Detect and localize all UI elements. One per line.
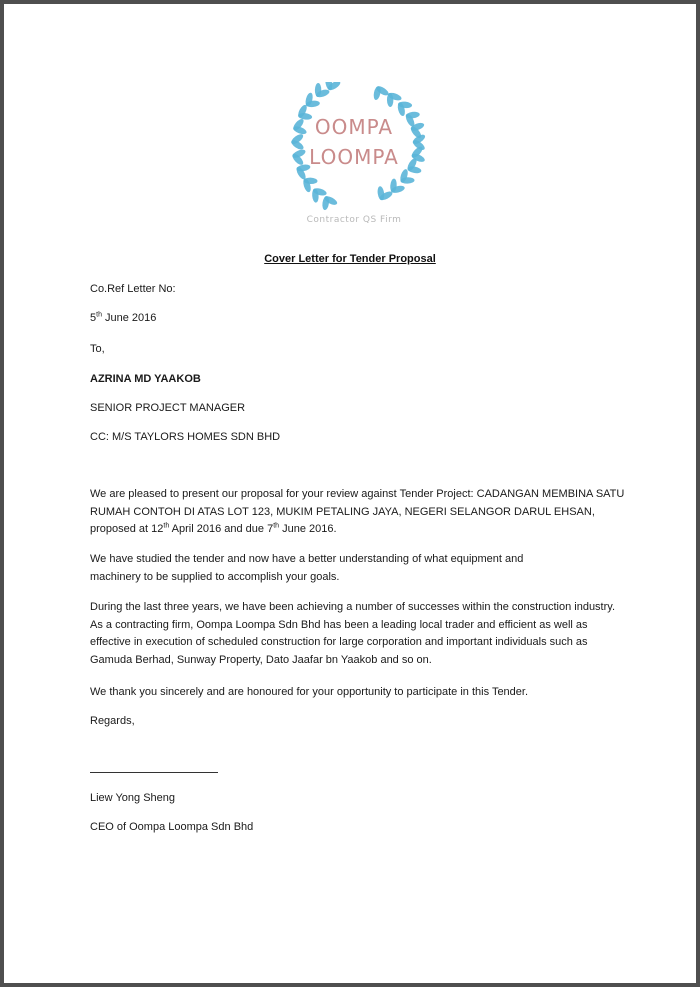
- logo-text-line2: LOOMPA: [309, 145, 399, 169]
- date-rest: June 2016: [101, 312, 157, 324]
- letter-date: [90, 310, 156, 326]
- signatory-title: CEO of Oompa Loompa Sdn Bhd: [90, 821, 254, 833]
- company-logo: [274, 82, 434, 232]
- letter-page: [4, 4, 696, 983]
- p1-part2: April 2016 and due 7: [169, 523, 274, 535]
- p1-part3: June 2016.: [279, 523, 337, 535]
- logo-subtitle: Contractor QS Firm: [306, 215, 402, 225]
- logo-text-line1: OOMPA: [314, 115, 394, 139]
- date-day: 5: [90, 312, 97, 324]
- recipient-position: SENIOR PROJECT MANAGER: [90, 402, 246, 414]
- body-paragraph-4: We thank you sincerely and are honoured for your opportunity to participate in this Tender.: [90, 686, 529, 698]
- body-paragraph-2: We have studied the tender and now have a better understanding of what equipment and machinery to be supplied to accomplish your goals.: [90, 553, 524, 583]
- closing-regards: Regards,: [90, 715, 135, 727]
- signatory-name: Liew Yong Sheng: [90, 792, 176, 804]
- signature-line: [90, 772, 218, 773]
- salutation-to: To,: [90, 343, 105, 355]
- recipient-name: AZRINA MD YAAKOB: [90, 373, 201, 385]
- body-paragraph-3: During the last three years, we have been achieving a number of successes within the construction industry. As a contracting firm, Oompa Loompa Sdn Bhd has been a leading local trader and efficient as well as effective in execution of scheduled construction for large corporation and important individuals such as Gamuda Berhad, Sunway Property, Dato Jaafar bn Yaakob and so on.: [90, 601, 616, 666]
- body-paragraph-1: [90, 486, 630, 539]
- p1-sup1: th: [163, 522, 170, 530]
- letter-title: Cover Letter for Tender Proposal: [264, 253, 436, 265]
- cc-line: CC: M/S TAYLORS HOMES SDN BHD: [90, 431, 281, 443]
- p1-sup2: th: [273, 522, 280, 530]
- p1-part1: We are pleased to present our proposal for your review against Tender Project: CADANGAN MEMBINA SATU RUMAH CONTOH DI ATAS LOT 123, MUKIM PETALING JAYA, NEGERI SELANGOR DARUL EHSAN, proposed at 12: [90, 488, 625, 535]
- reference-line: Co.Ref Letter No:: [90, 283, 176, 295]
- date-suffix: th: [96, 311, 102, 319]
